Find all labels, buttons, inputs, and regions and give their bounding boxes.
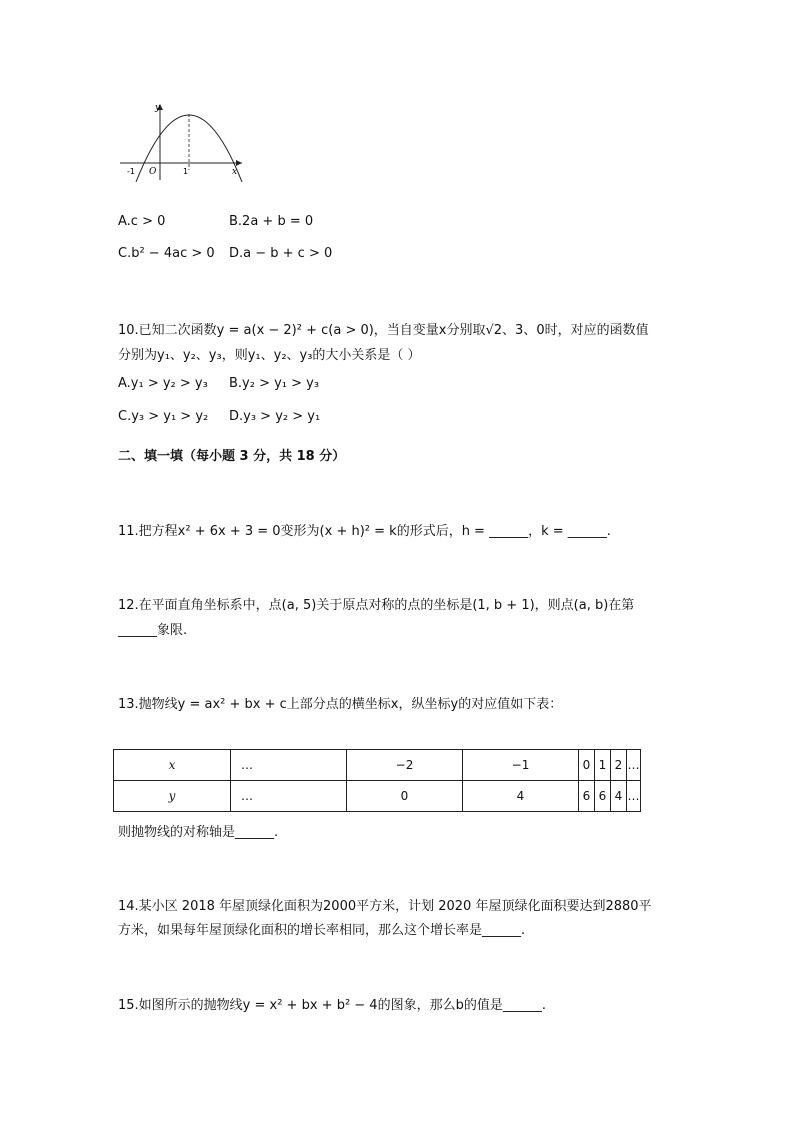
q10-option-a: A.y₁ > y₂ > y₃ [118,376,208,391]
table-cell: … [627,781,641,812]
table-row [114,781,641,812]
q9-option-c: C.b² − 4ac > 0 [118,246,215,261]
q10-option-d: D.y₃ > y₂ > y₁ [229,409,321,424]
q11-text: 11.把方程x² + 6x + 3 = 0变形为(x + h)² = k的形式后，h = ______，k = ______. [118,524,611,539]
tick-neg1: -1 [127,167,135,176]
q14-line2: 方米，如果每年屋顶绿化面积的增长率相同，那么这个增长率是______. [118,923,526,938]
table-cell: 2 [611,750,627,781]
table-cell: … [627,750,641,781]
q9-option-d: D.a − b + c > 0 [229,246,333,261]
table-cell: … [231,750,347,781]
q9-option-a: A.c > 0 [118,214,166,229]
q13-after: 则抛物线的对称轴是______. [118,825,279,840]
q10-option-b: B.y₂ > y₁ > y₃ [229,376,320,391]
x-label: x [232,167,238,177]
value-table [113,749,641,812]
table-cell: x [114,750,231,781]
q13-text: 13.抛物线y = ax² + bx + c上部分点的横坐标x，纵坐标y的对应值如下表： [118,697,563,712]
section-heading: 二、填一填（每小题 3 分，共 18 分） [118,449,346,464]
q10-option-c: C.y₃ > y₁ > y₂ [118,409,209,424]
q10-line1: 10.已知二次函数y = a(x − 2)² + c(a > 0)，当自变量x分别取√2、3、0时，对应的函数值 [118,323,649,338]
y-label: y [155,103,161,113]
q15-text: 15.如图所示的抛物线y = x² + bx + b² − 4的图象，那么b的值是______. [118,998,546,1013]
table-row [114,750,641,781]
table-cell: 1 [595,750,611,781]
origin-label: O [149,167,157,177]
q9-option-b: B.2a + b = 0 [229,214,314,229]
table-cell: 4 [463,781,579,812]
table-cell: 0 [579,750,595,781]
table-cell: 6 [595,781,611,812]
parabola-figure [118,100,248,186]
table-cell: 0 [347,781,463,812]
table-cell: y [114,781,231,812]
table-cell: −2 [347,750,463,781]
tick-1: 1 [183,167,189,176]
table-cell: 6 [579,781,595,812]
q12-line2: ______象限. [118,623,188,638]
q10-line2: 分别为y₁、y₂、y₃，则y₁、y₂、y₃的大小关系是（ ） [118,348,421,363]
x-axis-arrow [236,160,242,166]
table-cell: −1 [463,750,579,781]
q14-line1: 14.某小区 2018 年屋顶绿化面积为2000平方米，计划 2020 年屋顶绿化面积要达到2880平 [118,899,652,914]
table-cell: 4 [611,781,627,812]
q12-line1: 12.在平面直角坐标系中，点(a, 5)关于原点对称的点的坐标是(1, b + 1)，则点(a, b)在第 [118,598,635,613]
parabola-graph [118,100,248,182]
table-cell: … [231,781,347,812]
